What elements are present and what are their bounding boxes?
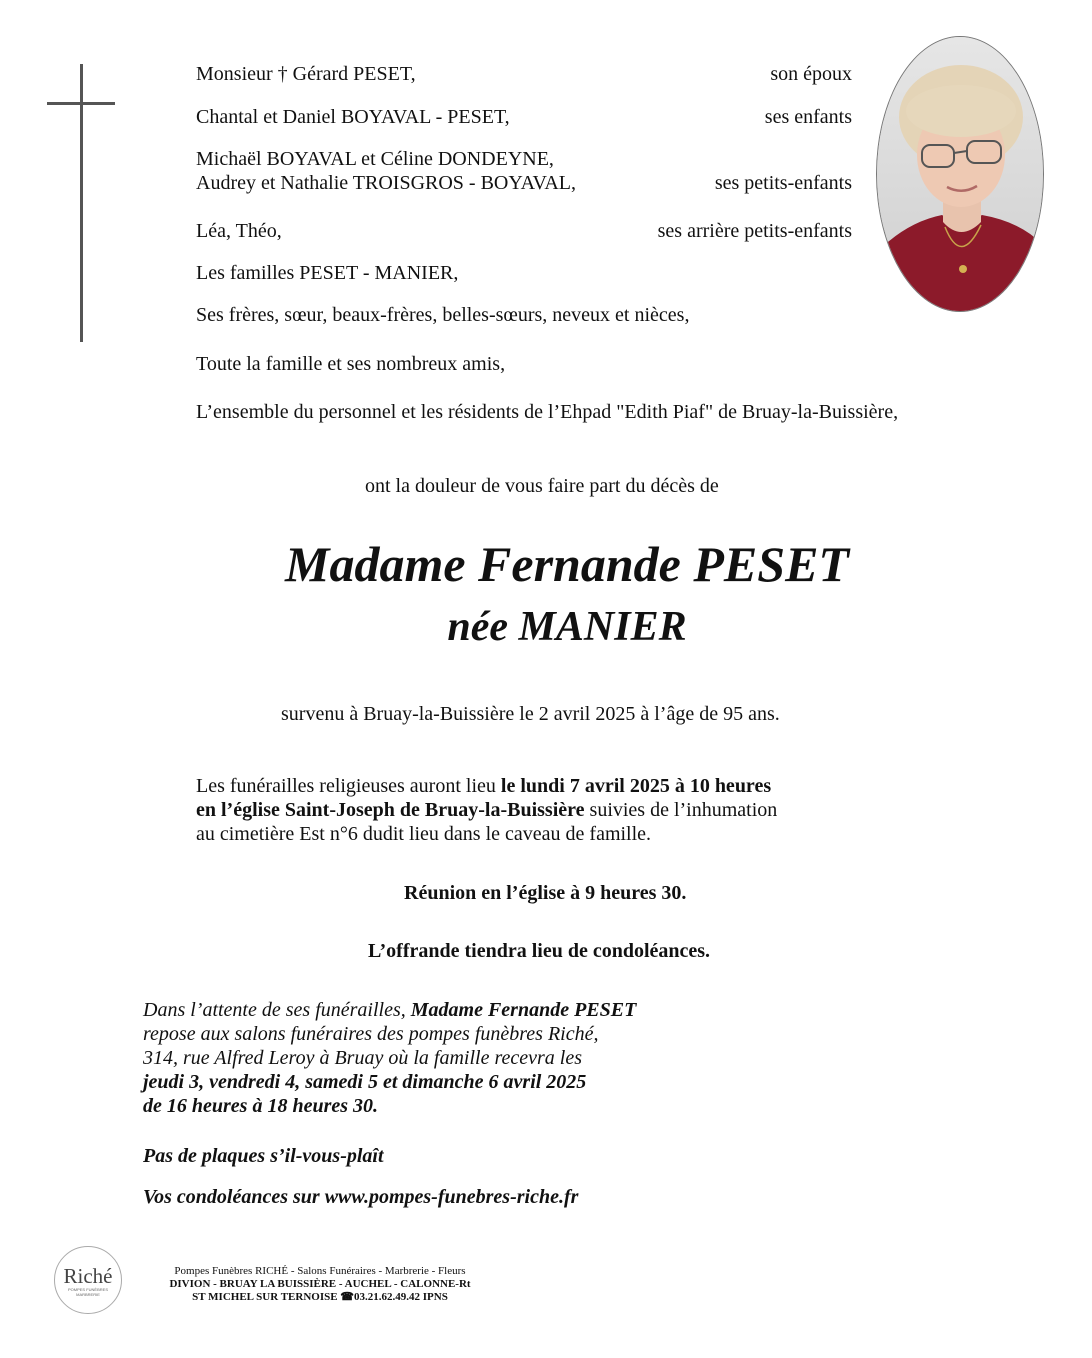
deceased-name: Madame Fernande PESET [285, 536, 849, 592]
family-name-9: L’ensemble du personnel et les résidents de l’Ehpad "Edith Piaf" de Bruay-la-Buissière, [196, 401, 899, 423]
family-relation-4: ses petits-enfants [714, 172, 852, 194]
footer-line-3: ST MICHEL SUR TERNOISE ☎03.21.62.49.42 IPNS [192, 1291, 448, 1303]
funeral-info [196, 774, 777, 846]
funeral-text-1: Les funérailles religieuses auront lieu [196, 775, 501, 797]
funeral-place: en l’église Saint-Joseph de Bruay-la-Buissière [196, 799, 585, 821]
footer [140, 1265, 500, 1304]
family-name-5: Léa, Théo, [196, 220, 282, 242]
visitation-hours: de 16 heures à 18 heures 30. [143, 1095, 379, 1117]
portrait-photo [876, 36, 1044, 312]
footer-line-1: Pompes Funèbres RICHÉ - Salons Funéraires - Marbrerie - Fleurs [174, 1265, 466, 1277]
family-name-8: Toute la famille et ses nombreux amis, [196, 353, 506, 375]
family-name-2: Chantal et Daniel BOYAVAL - PESET, [196, 106, 510, 128]
visitation-text-2: repose aux salons funéraires des pompes funèbres Riché, [143, 1023, 599, 1045]
family-relation-5: ses arrière petits-enfants [657, 220, 852, 242]
riche-logo [54, 1246, 122, 1314]
death-note: survenu à Bruay-la-Buissière le 2 avril 2025 à l’âge de 95 ans. [281, 703, 780, 725]
cross-icon [80, 64, 83, 342]
funeral-text-2: suivies de l’inhumation [584, 799, 778, 821]
family-name-4: Audrey et Nathalie TROISGROS - BOYAVAL, [196, 172, 576, 194]
announcement: ont la douleur de vous faire part du décès de [365, 475, 719, 497]
funeral-date: le lundi 7 avril 2025 à 10 heures [500, 775, 772, 797]
visitation-dates: jeudi 3, vendredi 4, samedi 5 et dimanche 6 avril 2025 [143, 1071, 587, 1093]
logo-brand: Riché [63, 1264, 113, 1288]
family-name-7: Ses frères, sœur, beaux-frères, belles-sœurs, neveux et nièces, [196, 304, 690, 326]
visitation-text-3: 314, rue Alfred Leroy à Bruay où la famille recevra les [143, 1047, 582, 1069]
family-name-6: Les familles PESET - MANIER, [196, 262, 459, 284]
logo-sub2: MARBRERIE [76, 1292, 100, 1297]
family-name-3: Michaël BOYAVAL et Céline DONDEYNE, [196, 148, 554, 170]
family-name-1: Monsieur † Gérard PESET, [196, 63, 416, 85]
family-relation-1: son époux [770, 63, 852, 85]
funeral-text-3: au cimetière Est n°6 dudit lieu dans le caveau de famille. [196, 823, 652, 845]
family-relation-2: ses enfants [764, 106, 852, 128]
cross-icon-bar [47, 102, 115, 105]
visitation-info [143, 998, 636, 1118]
visitation-deceased: Madame Fernande PESET [410, 999, 637, 1021]
reunion-note: Réunion en l’église à 9 heures 30. [404, 882, 687, 904]
visitation-text-1: Dans l’attente de ses funérailles, [143, 999, 411, 1021]
deceased-maiden-name: née MANIER [447, 604, 687, 650]
footer-line-2: DIVION - BRUAY LA BUISSIÈRE - AUCHEL - CALONNE-Rt [169, 1278, 471, 1290]
offering-note: L’offrande tiendra lieu de condoléances. [368, 940, 711, 962]
logo-sub1: POMPES FUNÈBRES [67, 1287, 108, 1292]
no-plaques-note: Pas de plaques s’il-vous-plaît [143, 1145, 384, 1167]
condolences-link[interactable]: Vos condoléances sur www.pompes-funebres-riche.fr [143, 1186, 579, 1208]
